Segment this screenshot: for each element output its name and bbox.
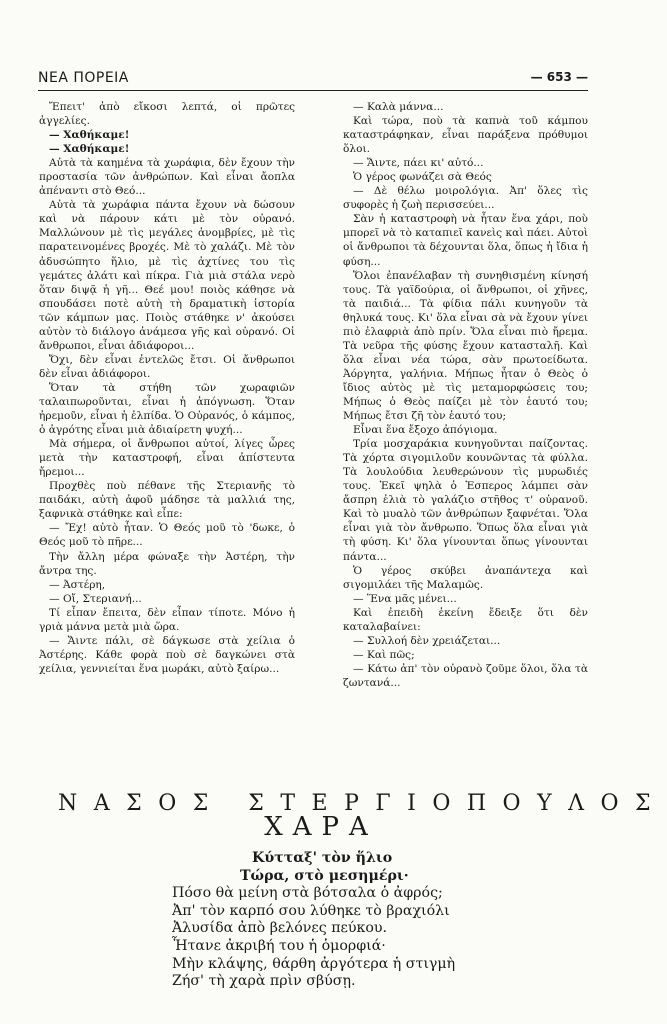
author-name: ΝΑΣΟΣ ΣΤΕΡΓΙΟΠΟΥΛΟΣ — [58, 791, 667, 816]
paragraph: — Κάτω ἀπ' τὸν οὐρανὸ ζοῦμε ὅλοι, ὅλα τὰ ζωντανά... — [343, 662, 588, 689]
paragraph: Μὰ σήμερα, οἱ ἄνθρωποι αὐτοί, λίγες ὧρες μετὰ τὴν καταστροφή, εἶναι ἀπίστευτα ἤρεμοι... — [39, 438, 295, 479]
poem-lines — [172, 885, 612, 991]
paragraph: Τὴν ἄλλη μέρα φώναξε τὴν Ἀστέρη, τὴν ἄντρα της. — [39, 550, 295, 577]
left-column — [39, 100, 295, 676]
paragraph: — Ἕνα μᾶς μένει... — [353, 592, 457, 605]
paragraph: Ὄχι, δὲν εἶναι ἐντελῶς ἔτσι. Οἱ ἄνθρωποι δὲν εἶναι ἀδιάφοροι. — [39, 353, 295, 380]
paragraph: — Ἔχ! αὐτὸ ἦταν. Ὁ Θεός μοῦ τὸ 'δωκε, ὁ Θεός μοῦ τὸ πῆρε... — [39, 522, 295, 549]
poem-subtitle-2: Τώρα, στὸ μεσημέρι· — [240, 867, 409, 884]
paragraph: Καὶ ἐπειδὴ ἐκείνη ἔδειξε ὅτι δὲν καταλαβαίνει: — [343, 606, 588, 633]
poem-line: Ἦτανε ἀκριβή του ἡ ὁμορφιά· — [172, 937, 386, 954]
paragraph: — Χαθήκαμε! — [49, 143, 130, 156]
poem — [172, 850, 612, 991]
paragraph: Καὶ τώρα, ποὺ τὰ καπνὰ τοῦ κάμπου καταστράφηκαν, εἶναι παράξενα πρόθυμοι ὅλοι. — [343, 115, 588, 156]
paragraph: Προχθὲς ποὺ πέθανε τῆς Στεριανῆς τὸ παιδάκι, αὐτὴ ἀφοῦ μάδησε τὰ μαλλιά της, ξαφνικὰ στάθηκε καὶ εἶπε: — [39, 480, 295, 521]
paragraph: — Δὲ θέλω μοιρολόγια. Ἀπ' ὅλες τὶς συφορὲς ἡ ζωὴ περισσεύει... — [343, 185, 588, 212]
poem-title: ΧΑΡΑ — [264, 812, 378, 842]
page-number: — 653 — — [530, 70, 588, 84]
paragraph: Ὁ γέρος φωνάζει σὰ Θεός — [353, 171, 492, 184]
poem-line: Πόσο θὰ μείνη στὰ βότσαλα ὁ ἀφρός; — [172, 885, 443, 902]
paragraph: Εἶναι ἕνα ἔξοχο ἀπόγιομα. — [353, 424, 498, 437]
paragraph: Ὁ γέρος σκύβει ἀναπάντεχα καὶ σιγομιλάει τῆς Μαλαμῶς. — [343, 564, 588, 591]
journal-title: ΝΕΑ ΠΟΡΕΙΑ — [38, 70, 129, 86]
paragraph: Σὰν ἡ καταστροφὴ νὰ ἦταν ἕνα χάρι, ποὺ μπορεῖ νὰ τὸ καταπιεῖ κανεὶς καὶ πάει. Αὐτοὶ οἱ ἄνθρωποι τὰ δέχουνται ὅλα, ὅπως ἡ ἴδια ἡ φύση... — [343, 213, 588, 268]
poem-line: Ἀπ' τὸν καρπό σου λύθηκε τὸ βραχιόλι — [172, 902, 450, 919]
paragraph: — Ἄιντε πάλι, σὲ δάγκωσε στὰ χείλια ὁ Ἀστέρης. Κάθε φορὰ ποὺ σὲ δαγκώνει στὰ χείλια, γεννιείται ἕνα μωράκι, αὐτὸ ξαίρω... — [39, 634, 295, 675]
poem-line: Ἀλυσίδα ἀπὸ βελόνες πεύκου. — [172, 920, 388, 937]
poem-line: Ζήσ' τὴ χαρὰ πρὶν σβύσῃ. — [172, 973, 356, 990]
paragraph: Ἔπειτ' ἀπὸ εἴκοσι λεπτά, οἱ πρῶτες ἀγγελίες. — [39, 101, 295, 128]
paragraph: — Συλλοή δὲν χρειάζεται... — [353, 634, 501, 647]
page-header — [38, 68, 588, 91]
paragraph: Τί εἶπαν ἔπειτα, δὲν εἶπαν τίποτε. Μόνο ἡ γριὰ μάννα μετὰ μιὰ ὥρα. — [39, 606, 295, 633]
paragraph: Ὅταν τὰ στήθη τῶν χωραφιῶν ταλαιπωροῦνται, εἶναι ἡ ἀπόγνωση. Ὅταν ἠρεμοῦν, εἶναι ἡ ἐλπίδα. Ὁ Οὐρανός, ὁ κάμπος, ὁ ἀγρότης εἶναι μιὰ ἀδιαίρετη ψυχή... — [39, 381, 295, 437]
paragraph: Ὅλοι ἐπανέλαβαν τὴ συνηθισμένη κίνησή τους. Τὰ γαϊδούρια, οἱ ἄνθρωποι, οἱ χῆνες, τὰ παιδιά... Τὰ φίδια πάλι κυνηγοῦν τὰ θηλυκά τους. Κι' ὅλα εἶναι σὰ νὰ ἔχουν γίνει πιὸ ἐλαφριὰ ἀπὸ πρίν. Ὅλα εἶναι πιὸ ἤρεμα. Τὰ νεῦρα τῆς φύσης ἔχουν κατασταλῆ. Καὶ ὅλα εἶναι νέα τώρα, σὰν πρωτοείδωτα. Ἀόργητα, γαλήνια. Μήπως ἦταν ὁ Θεὸς ὁ ἴδιος αὐτὸς μὲ τὶς μεταμορφώσεις του; Μήπως ὁ Θεὸς παίζει μὲ τὸν ἑαυτό του; Μήπως ἔτσι ζῆ τὸν ἑαυτό του; — [343, 269, 588, 423]
paragraph: — Καὶ πῶς; — [353, 648, 415, 661]
paragraph: — Καλὰ μάννα... — [353, 101, 444, 113]
poem-line: Μὴν κλάψης, θάρθη ἀργότερα ἡ στιγμὴ — [172, 955, 456, 972]
right-column — [343, 100, 588, 690]
paragraph: — Χαθήκαμε! — [49, 129, 130, 142]
paragraph: Τρία μοσχαράκια κυνηγοῦνται παίζοντας. Τὰ χόρτα σιγομιλοῦν κουνῶντας τὰ φύλλα. Τὰ λουλούδια λευθερώνουν τὶς μυρωδιές τους. Ἐκεῖ ψηλὰ ὁ Ἑσπερος λάμπει σὰν ἄσπρη ἐλιὰ τὸ γαλάζιο στῆθος τ' οὐρανοῦ. Καὶ τὸ μυαλὸ τῶν ἀνθρώπων ξαφνέται. Ὅλα εἶναι γιὰ τὸν ἄνθρωπο. Ὅπως ὅλα εἶναι γιὰ τὴ φύση. Κι' ὅλα γίνουνται ὅπως γίνουνται πάντα... — [343, 438, 588, 563]
paragraph: — Ἄιντε, πάει κι' αὐτό... — [353, 157, 484, 170]
poem-subtitle-1: Κύτταξ' τὸν ἥλιο — [252, 850, 393, 866]
paragraph: Αὐτὰ τὰ χωράφια πάντα ἔχουν νὰ δώσουν καὶ νὰ πάρουν κάτι μὲ τὸν οὐρανό. Μαλλώνουν μὲ τὶς μεγάλες ἀνομβρίες, μὲ τὶς παρατεινομένες βροχές. Μὲ τὸ χαλάζι. Μὲ τὸν ἀδυσώπητο ἥλιο, μὲ τὶς ἀχτίνες του τὶς γεμάτες ἁλάτι καὶ πίκρα. Γιὰ μιὰ στάλα νερὸ ὅταν διψᾷ ἡ γῆ... Θεέ μου! ποιὸς κάθησε νὰ σπουδάσει ποτὲ αὐτὴ τὴ δραματικὴ ἱστορία τῶν κάμπων μας. Ποιὸς στάθηκε ν' ἀκούσει αὐτὸν τὸ διάλογο ἀνάμεσα γῆς καὶ οὐρανό. Οἱ ἄνθρωποι, εἶναι ἀδιάφοροι... — [39, 199, 295, 352]
paragraph: — Ἀστέρη, — [49, 578, 106, 591]
paragraph: — Οἴ, Στεριανή... — [49, 592, 142, 605]
paragraph: Αὐτὰ τὰ καημένα τὰ χωράφια, δὲν ἔχουν τὴν προστασία τῶν ἀνθρώπων. Καὶ εἶναι ἄοπλα ἀπέναντι στὸ Θεό... — [39, 157, 295, 198]
